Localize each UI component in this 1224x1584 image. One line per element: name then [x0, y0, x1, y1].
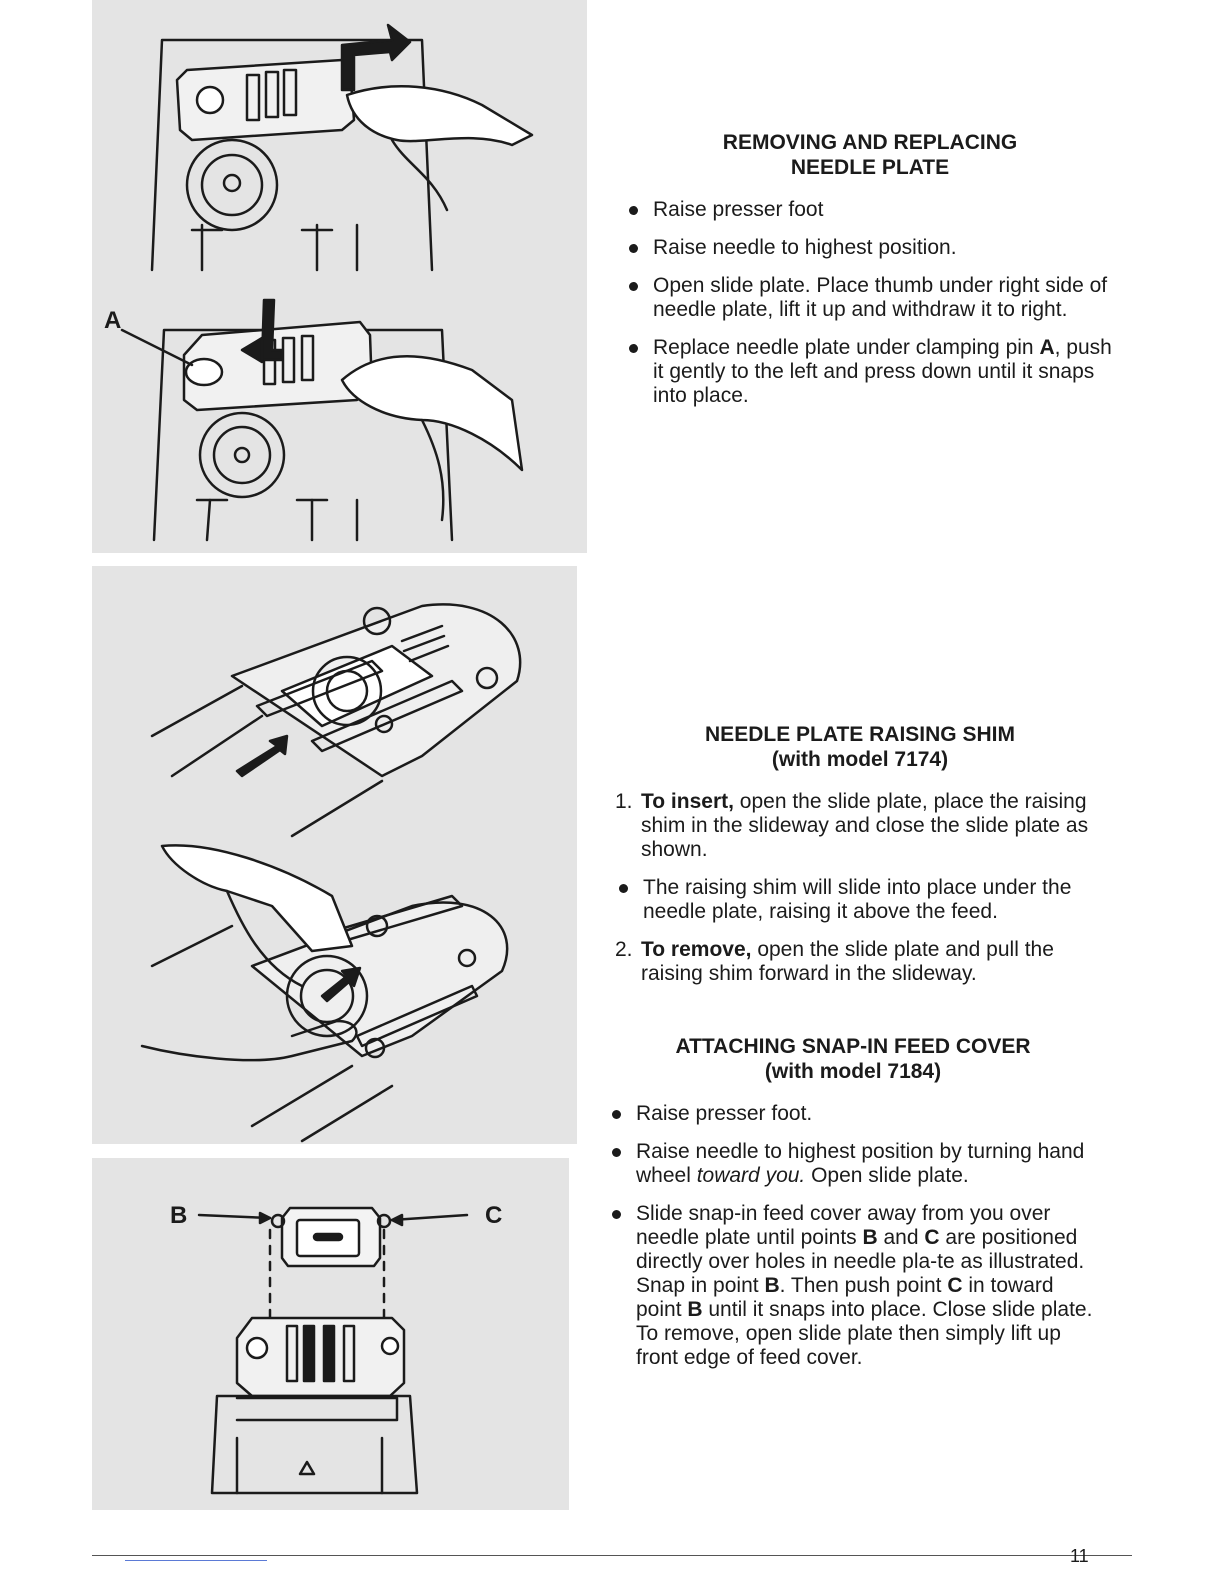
section-removing-needle-plate [625, 130, 1115, 422]
page-number: 11 [1070, 1546, 1089, 1566]
section-heading: ATTACHING SNAP-IN FEED COVER (with model 7184) [675, 1035, 1031, 1083]
section-heading: REMOVING AND REPLACING NEEDLE PLATE [722, 131, 1018, 179]
feed-cover-illustration [92, 1158, 569, 1510]
instruction-item: Raise presser foot. [608, 1102, 1098, 1126]
footer-link-underline [125, 1560, 267, 1561]
footer-rule [92, 1555, 1132, 1556]
needle-plate-removal-illustration [92, 0, 587, 553]
section-feed-cover [608, 1034, 1098, 1384]
needle-plate-removal-drawing [92, 0, 587, 553]
label-point-a: A [104, 307, 122, 334]
label-point-b: B [170, 1202, 188, 1229]
section-heading: NEEDLE PLATE RAISING SHIM (with model 7174) [705, 723, 1015, 771]
label-point-c: C [485, 1202, 503, 1229]
instruction-item: Slide snap-in feed cover away from you over needle plate until points B and C are positioned directly over holes in needle pla-te as illustrated. Snap in point B. Then push point C in toward point B until it snaps into place. Close slide plate. To remove, open slide plate then simply lift up front edge of feed cover. [608, 1202, 1098, 1370]
instruction-item: Open slide plate. Place thumb under right side of needle plate, lift it up and withdraw it to right. [625, 274, 1115, 322]
section-raising-shim [615, 722, 1105, 1000]
instruction-item: Raise needle to highest position. [625, 236, 1115, 260]
numbered-step: 1. To insert, open the slide plate, place the raising shim in the slideway and close the slide plate as shown. [615, 790, 1089, 861]
instruction-item: Replace needle plate under clamping pin A, push it gently to the left and press down until it snaps into place. [625, 336, 1115, 408]
instruction-item: Raise presser foot [625, 198, 1115, 222]
raising-shim-drawing [92, 566, 577, 1144]
instruction-item: The raising shim will slide into place under the needle plate, raising it above the feed. [615, 876, 1105, 924]
instruction-item: Raise needle to highest position by turning hand wheel toward you. Open slide plate. [608, 1140, 1098, 1188]
feed-cover-drawing [92, 1158, 569, 1510]
raising-shim-illustration [92, 566, 577, 1144]
numbered-step: 2. To remove, open the slide plate and pull the raising shim forward in the slideway. [615, 938, 1054, 985]
